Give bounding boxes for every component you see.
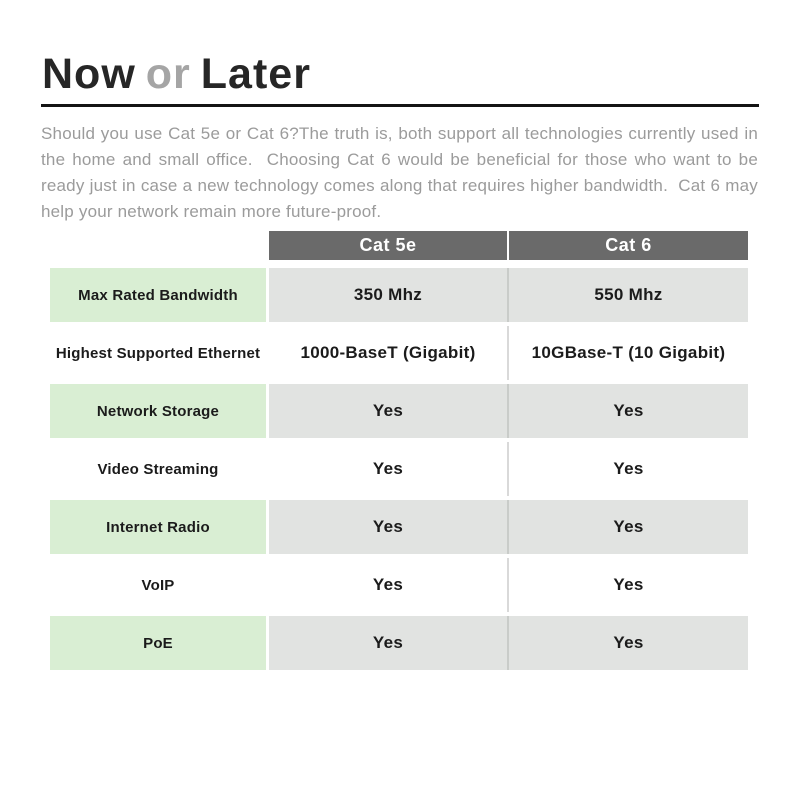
table-body [50, 268, 748, 670]
cat6-value-cell: Yes [509, 500, 748, 554]
title-word-now: Now [42, 50, 136, 98]
cat5e-value-cell: Yes [269, 500, 507, 554]
table-header-row [50, 231, 748, 260]
table-row [50, 268, 748, 322]
cat5e-value-cell: Yes [269, 616, 507, 670]
row-label-cell: Video Streaming [50, 442, 266, 496]
cat6-value-cell: 550 Mhz [509, 268, 748, 322]
cat6-value-cell: Yes [509, 442, 748, 496]
row-label-cell: Max Rated Bandwidth [50, 268, 266, 322]
cat6-value-cell: Yes [509, 616, 748, 670]
table-row [50, 384, 748, 438]
row-label-cell: Highest Supported Ethernet [50, 326, 266, 380]
table-row [50, 616, 748, 670]
cat5e-value-cell: 350 Mhz [269, 268, 507, 322]
table-row [50, 500, 748, 554]
cat5e-value-cell: Yes [269, 558, 507, 612]
column-header-cat5e: Cat 5e [269, 231, 507, 260]
title-word-or: or [145, 50, 191, 98]
cat5e-value-cell: 1000-BaseT (Gigabit) [269, 326, 507, 380]
row-label-cell: Network Storage [50, 384, 266, 438]
row-label-cell: VoIP [50, 558, 266, 612]
table-row [50, 558, 748, 612]
comparison-table [50, 231, 748, 674]
cat6-value-cell: Yes [509, 558, 748, 612]
header-spacer [50, 231, 266, 260]
title-divider [41, 104, 759, 107]
intro-paragraph: Should you use Cat 5e or Cat 6?The truth is, both support all technologies currently used in the home and small office. Choosing Cat 6 would be beneficial for those who want to be ready just in case a new technology comes along that requires higher bandwidth. Cat 6 may help your network remain more future-proof. [41, 124, 763, 221]
title-word-later: Later [200, 50, 311, 98]
column-header-cat6: Cat 6 [509, 231, 748, 260]
page-title [42, 50, 311, 99]
row-label-cell: PoE [50, 616, 266, 670]
table-row [50, 326, 748, 380]
table-row [50, 442, 748, 496]
cat6-value-cell: 10GBase-T (10 Gigabit) [509, 326, 748, 380]
cat5e-value-cell: Yes [269, 442, 507, 496]
cat5e-value-cell: Yes [269, 384, 507, 438]
cat6-value-cell: Yes [509, 384, 748, 438]
row-label-cell: Internet Radio [50, 500, 266, 554]
